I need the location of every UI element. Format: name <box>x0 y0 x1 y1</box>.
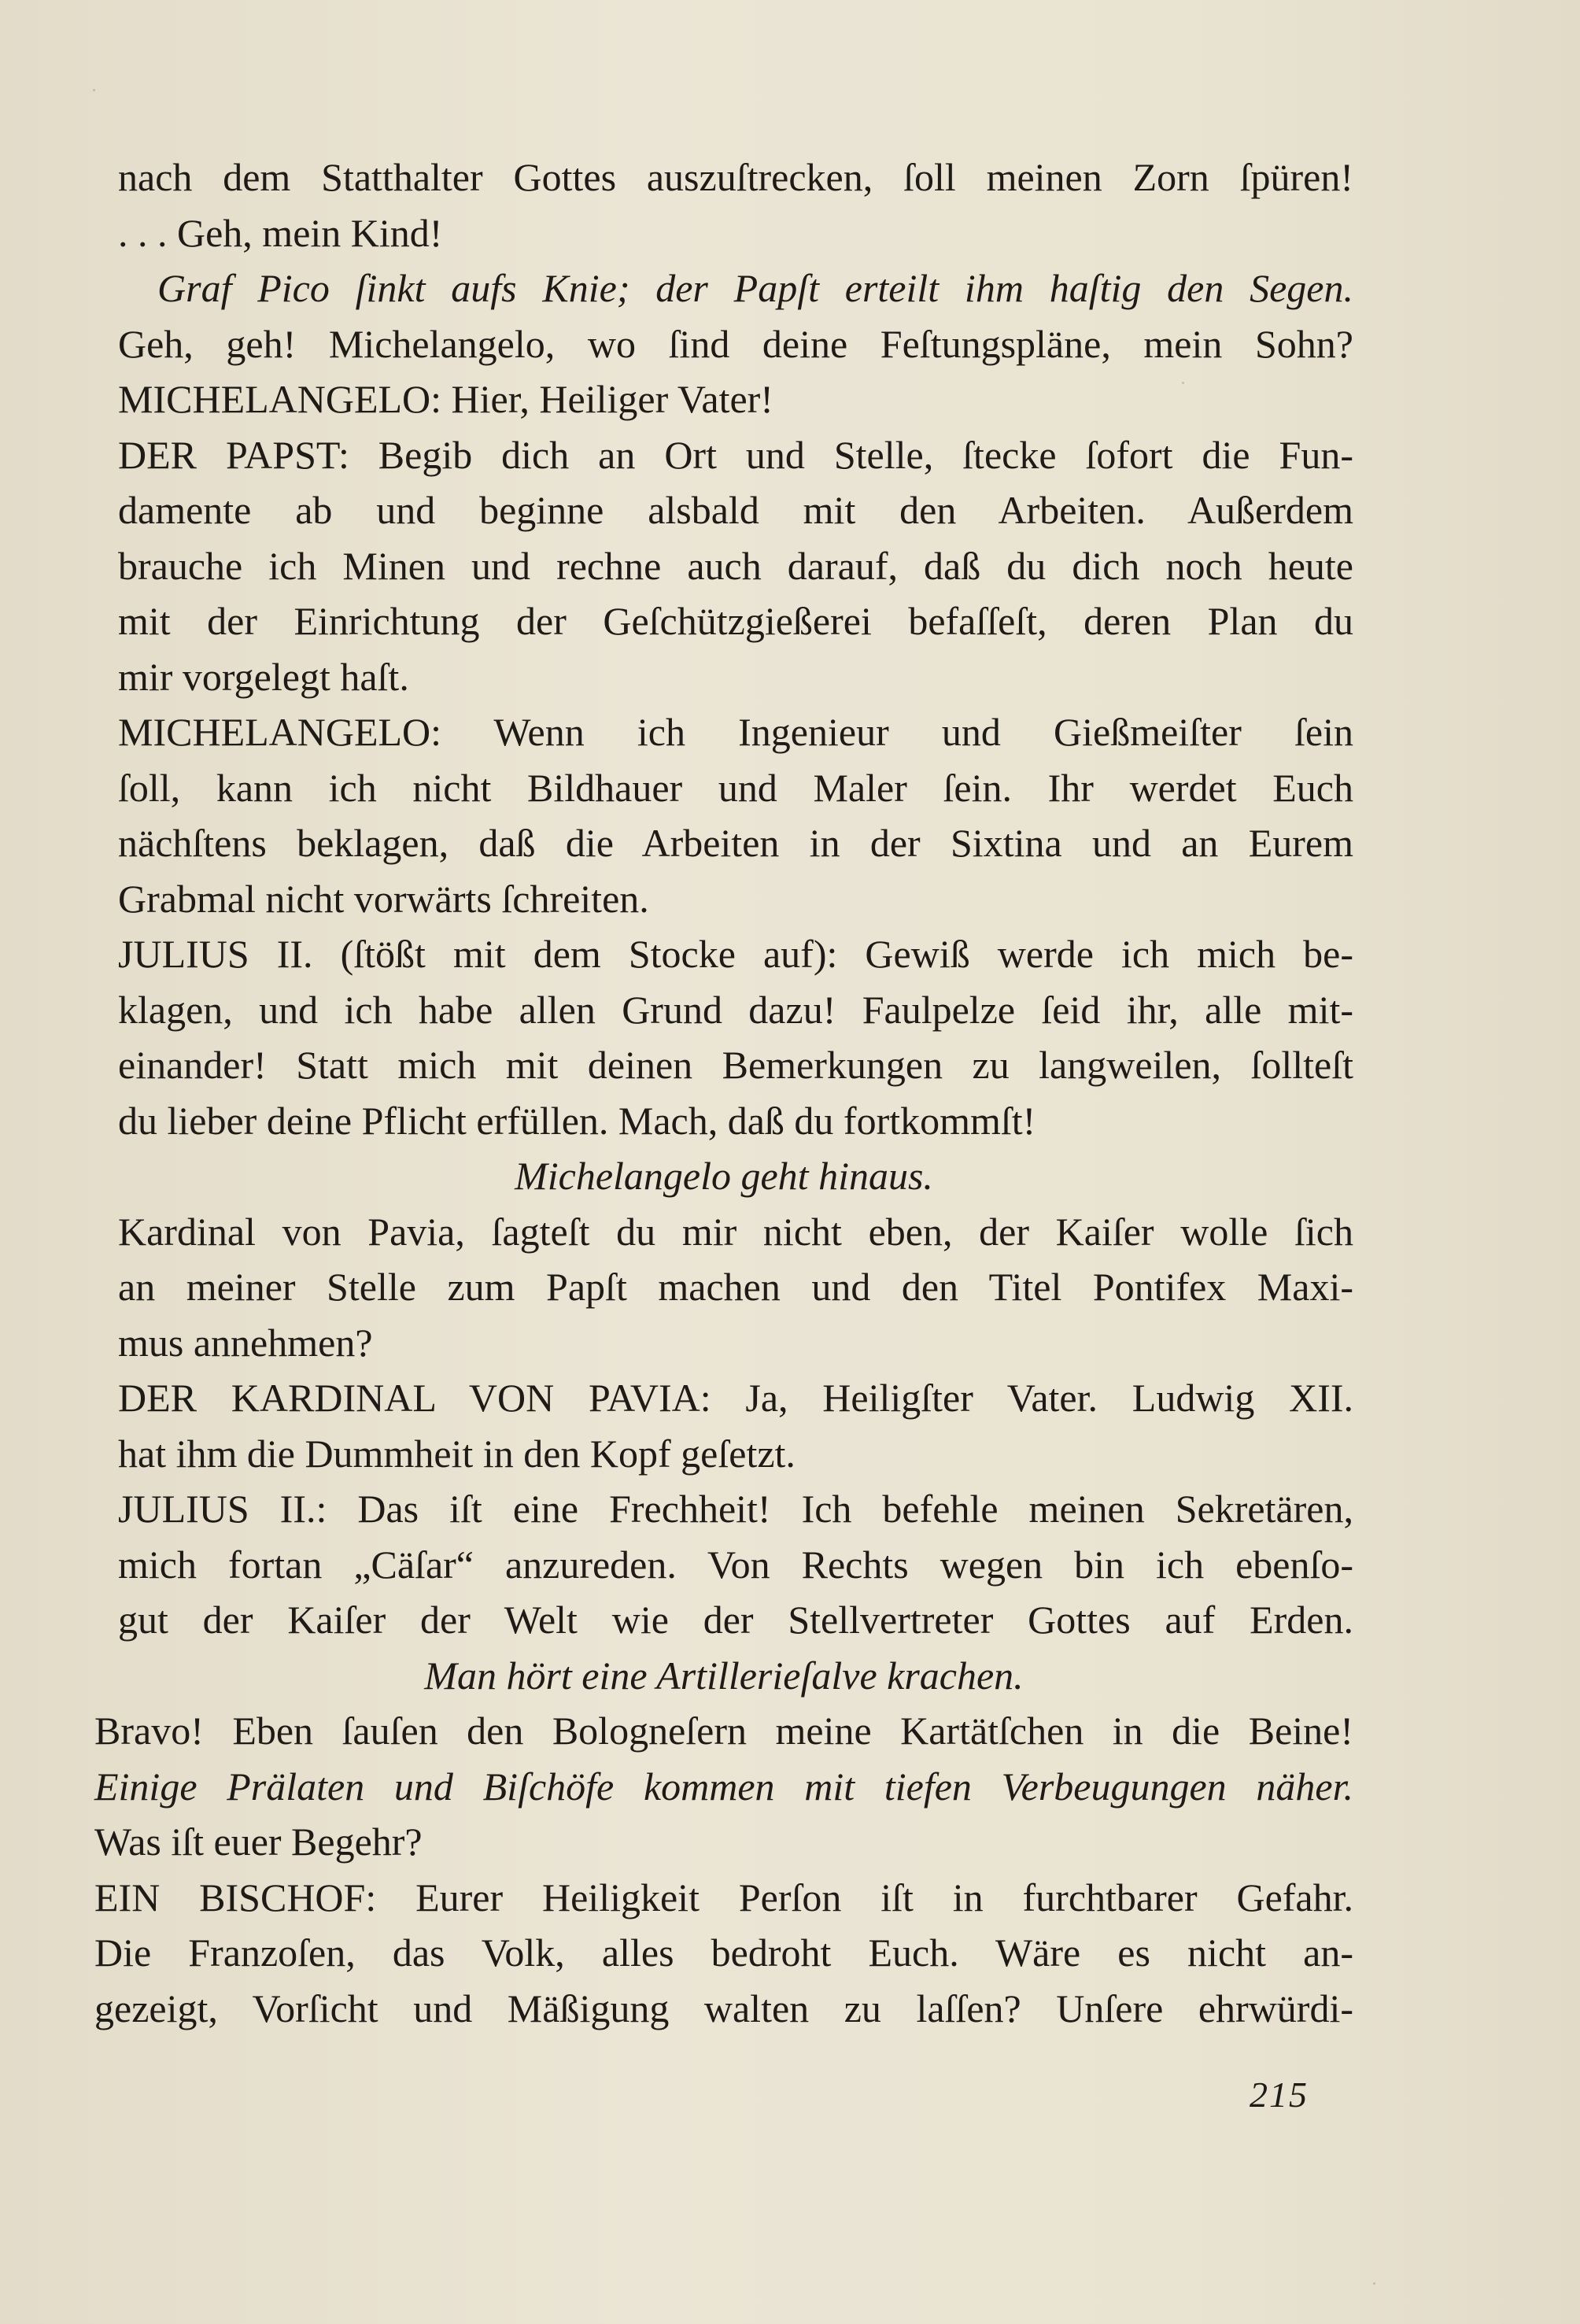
text-line: Die Franzoſen, das Volk, alles bedroht Euch. Wäre es nicht an- <box>94 1931 1353 1975</box>
text-line: an meiner Stelle zum Papſt machen und den Titel Pontifex Maxi- <box>118 1265 1353 1309</box>
page-number: 215 <box>1250 2075 1309 2115</box>
speaker-line: MICHELANGELO: Wenn ich Ingenieur und Gießmeiſter ſein <box>118 710 1353 754</box>
text-line: damente ab und beginne alsbald mit den Arbeiten. Außerdem <box>118 488 1353 532</box>
text-line: nach dem Statthalter Gottes auszuſtrecken, ſoll meinen Zorn ſpüren! <box>118 155 1353 199</box>
text-line: Kardinal von Pavia, ſagteſt du mir nicht eben, der Kaiſer wolle ſich <box>118 1209 1353 1254</box>
speaker-line: DER PAPST: Begib dich an Ort und Stelle, ſtecke ſofort die Fun- <box>118 432 1353 477</box>
text-line: ſoll, kann ich nicht Bildhauer und Maler ſein. Ihr werdet Euch <box>118 765 1353 810</box>
text-line: nächſtens beklagen, daß die Arbeiten in der Sixtina und an Eurem <box>118 821 1353 865</box>
paper-speck <box>93 89 95 91</box>
text-line: mir vorgelegt haſt. <box>118 654 409 699</box>
text-line: gut der Kaiſer der Welt wie der Stellvertreter Gottes auf Erden. <box>118 1598 1353 1642</box>
text-line: gezeigt, Vorſicht und Mäßigung walten zu laſſen? Unſere ehrwürdi- <box>94 1986 1353 2030</box>
text-line: Geh, geh! Michelangelo, wo ſind deine Feſtungspläne, mein Sohn? <box>118 321 1353 366</box>
text-line: klagen, und ich habe allen Grund dazu! Faulpelze ſeid ihr, alle mit- <box>118 987 1353 1032</box>
stage-direction: Man hört eine Artillerieſalve krachen. <box>424 1653 1024 1698</box>
speaker-line: EIN BISCHOF: Eurer Heiligkeit Perſon iſt in furchtbarer Gefahr. <box>94 1875 1353 1919</box>
paper-speck <box>1373 2282 1375 2285</box>
text-line: Grabmal nicht vorwärts ſchreiten. <box>118 876 649 921</box>
stage-direction: Michelangelo geht hinaus. <box>515 1154 933 1198</box>
speaker-line: JULIUS II.: Das iſt eine Frechheit! Ich befehle meinen Sekretären, <box>118 1487 1353 1531</box>
body-text <box>94 150 1353 2036</box>
speaker-line: MICHELANGELO: Hier, Heiliger Vater! <box>118 377 773 421</box>
stage-direction: Einige Prälaten und Biſchöfe kommen mit tiefen Verbeugungen näher. <box>94 1764 1353 1809</box>
text-line: Was iſt euer Begehr? <box>94 1820 423 1864</box>
text-line: einander! Statt mich mit deinen Bemerkungen zu langweilen, ſollteſt <box>118 1043 1353 1087</box>
stage-direction: Graf Pico ſinkt aufs Knie; der Papſt erteilt ihm haſtig den Segen. <box>157 266 1353 310</box>
text-line: Bravo! Eben ſauſen den Bologneſern meine Kartätſchen in die Beine! <box>94 1709 1353 1753</box>
text-line: mus annehmen? <box>118 1320 373 1365</box>
text-line: . . . Geh, mein Kind! <box>118 210 443 255</box>
text-line: du lieber deine Pflicht erfüllen. Mach, daß du fortkommſt! <box>118 1098 1036 1143</box>
speaker-line: JULIUS II. (ſtößt mit dem Stocke auf): Gewiß werde ich mich be- <box>118 932 1353 976</box>
text-line: hat ihm die Dummheit in den Kopf geſetzt. <box>118 1431 796 1476</box>
text-line: brauche ich Minen und rechne auch darauf, daß du dich noch heute <box>118 543 1353 588</box>
speaker-line: DER KARDINAL VON PAVIA: Ja, Heiligſter Vater. Ludwig XII. <box>118 1376 1353 1420</box>
text-line: mit der Einrichtung der Geſchützgießerei befaſſeſt, deren Plan du <box>118 599 1353 643</box>
text-line: mich fortan „Cäſar“ anzureden. Von Rechts wegen bin ich ebenſo- <box>118 1542 1353 1587</box>
